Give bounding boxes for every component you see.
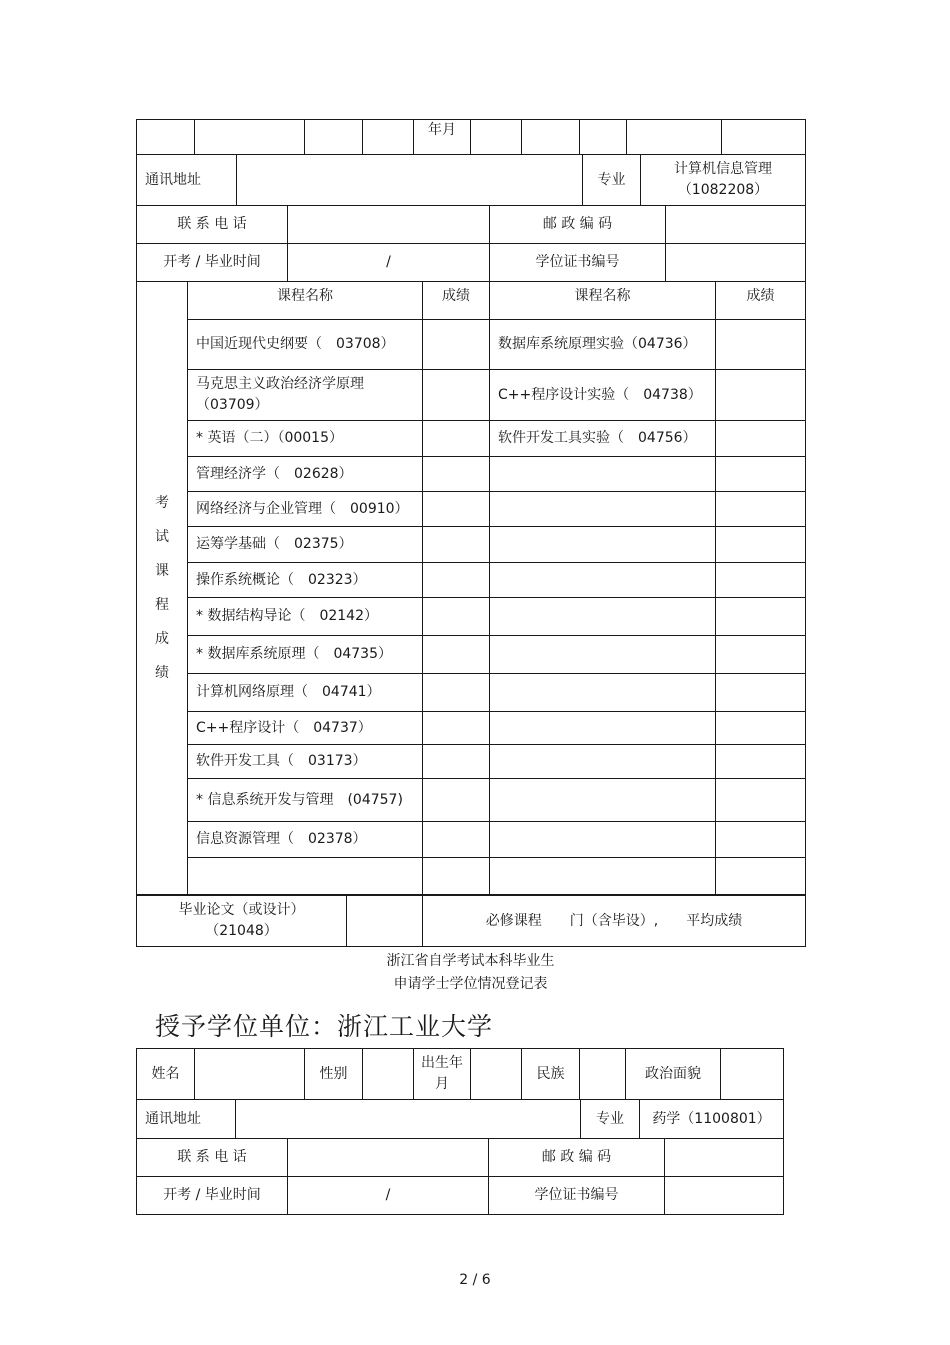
thesis-row [136,895,806,947]
score-field[interactable] [423,674,490,712]
score-field[interactable] [423,745,490,779]
score-field[interactable] [423,779,490,822]
score-field[interactable] [423,712,490,745]
degree-cert-label: 学位证书编号 [489,1177,665,1215]
course-grades-table [136,281,806,895]
section-char: 程 [155,597,169,613]
blank-cell[interactable] [490,745,716,779]
course-name: 信息资源管理（ 02378） [188,822,423,858]
degree-cert-field[interactable] [666,244,806,282]
blank-cell[interactable] [490,492,716,527]
score-field[interactable] [716,370,806,421]
score-field[interactable] [716,527,806,563]
degree-cert-field[interactable] [665,1177,784,1215]
exam-time-label: 开考 / 毕业时间 [137,1177,288,1215]
score-header: 成绩 [423,282,490,320]
blank-cell[interactable] [195,120,305,155]
personal-info-row [136,1048,784,1100]
blank-cell[interactable] [490,598,716,636]
blank-cell[interactable] [722,120,806,155]
score-field[interactable] [716,822,806,858]
course-name-header: 课程名称 [188,282,423,320]
major-value: 药学（1100801） [640,1100,784,1139]
thesis-score-field[interactable] [347,896,423,947]
score-field[interactable] [423,636,490,674]
birth-date-field[interactable] [471,1049,522,1100]
section-char: 试 [155,529,169,545]
section-char: 绩 [155,665,169,681]
score-field[interactable] [716,320,806,370]
blank-cell[interactable] [490,822,716,858]
course-name: 马克思主义政治经济学原理（03709） [188,370,423,421]
name-field[interactable] [195,1049,305,1100]
score-field[interactable] [716,492,806,527]
form-top-row [136,119,806,155]
degree-cert-label: 学位证书编号 [490,244,666,282]
blank-cell[interactable] [522,120,580,155]
section-char: 考 [155,495,169,511]
blank-cell[interactable] [627,120,722,155]
birth-date-label: 年月 [414,120,471,155]
thesis-label: 毕业论文（或设计）（21048） [137,896,347,947]
course-name: * 信息系统开发与管理 (04757) [188,779,423,822]
course-name: 网络经济与企业管理（ 00910） [188,492,423,527]
blank-cell[interactable] [490,858,716,895]
score-field[interactable] [423,457,490,492]
score-field[interactable] [716,712,806,745]
birth-date-label: 出生年月 [414,1049,471,1100]
score-field[interactable] [423,370,490,421]
section-char: 成 [155,631,169,647]
gender-field[interactable] [363,1049,414,1100]
score-field[interactable] [423,492,490,527]
phone-label: 联 系 电 话 [137,1139,288,1177]
name-label: 姓名 [137,1049,195,1100]
course-name: C++程序设计实验（ 04738） [490,370,716,421]
score-field[interactable] [423,858,490,895]
blank-cell[interactable] [580,120,627,155]
caption-line-1: 浙江省自学考试本科毕业生 [386,953,555,969]
course-name: 软件开发工具实验（ 04756） [490,421,716,457]
course-name-header: 课程名称 [490,282,716,320]
score-field[interactable] [423,320,490,370]
blank-cell[interactable] [137,120,195,155]
course-name: 软件开发工具（ 03173） [188,745,423,779]
course-name[interactable] [188,858,423,895]
score-field[interactable] [716,858,806,895]
summary-text: 必修课程 门（含毕设）, 平均成绩 [423,896,806,947]
course-name: 数据库系统原理实验（04736） [490,320,716,370]
exam-time-field[interactable]: / [288,1177,489,1215]
political-status-label: 政治面貌 [626,1049,721,1100]
postal-code-field[interactable] [665,1139,784,1177]
major-label: 专业 [583,155,641,206]
blank-cell[interactable] [490,457,716,492]
ethnicity-field[interactable] [580,1049,626,1100]
postal-code-label: 邮 政 编 码 [490,206,666,244]
address-row [136,154,806,206]
blank-cell[interactable] [471,120,522,155]
form-caption [136,950,805,996]
phone-field[interactable] [288,1139,489,1177]
address-field[interactable] [237,155,583,206]
course-name: * 数据结构导论（ 02142） [188,598,423,636]
gender-label: 性别 [305,1049,363,1100]
score-field[interactable] [716,421,806,457]
score-field[interactable] [716,598,806,636]
page-title: 授予学位单位：浙江工业大学 [155,1012,494,1041]
exam-time-field[interactable]: / [288,244,490,282]
blank-cell[interactable] [490,527,716,563]
address-field[interactable] [236,1100,581,1139]
score-field[interactable] [423,527,490,563]
score-field[interactable] [716,457,806,492]
ethnicity-label: 民族 [522,1049,580,1100]
course-name: 中国近现代史纲要（ 03708） [188,320,423,370]
contact-rows [136,205,806,282]
blank-cell[interactable] [490,563,716,598]
blank-cell[interactable] [363,120,414,155]
score-field[interactable] [423,421,490,457]
course-name: * 数据库系统原理（ 04735） [188,636,423,674]
page-number: 2 / 6 [459,1272,491,1288]
score-field[interactable] [716,745,806,779]
major-label: 专业 [581,1100,640,1139]
course-name: 运筹学基础（ 02375） [188,527,423,563]
address-label: 通讯地址 [137,1100,236,1139]
course-name: 计算机网络原理（ 04741） [188,674,423,712]
blank-cell[interactable] [305,120,363,155]
exam-time-label: 开考 / 毕业时间 [137,244,288,282]
score-field[interactable] [716,674,806,712]
blank-cell[interactable] [490,712,716,745]
course-name: 操作系统概论（ 02323） [188,563,423,598]
postal-code-label: 邮 政 编 码 [489,1139,665,1177]
blank-cell[interactable] [490,674,716,712]
score-field[interactable] [716,779,806,822]
blank-cell[interactable] [490,779,716,822]
contact-rows [136,1138,784,1215]
phone-label: 联 系 电 话 [137,206,288,244]
course-name: * 英语（二）（00015） [188,421,423,457]
score-field[interactable] [423,598,490,636]
score-field[interactable] [716,636,806,674]
political-status-field[interactable] [721,1049,784,1100]
section-char: 课 [155,563,169,579]
caption-line-2: 申请学士学位情况登记表 [393,976,548,992]
score-header: 成绩 [716,282,806,320]
postal-code-field[interactable] [666,206,806,244]
blank-cell[interactable] [490,636,716,674]
course-name: C++程序设计（ 04737） [188,712,423,745]
address-row [136,1099,784,1139]
exam-course-section-label [137,282,188,895]
address-label: 通讯地址 [137,155,237,206]
major-value: 计算机信息管理（1082208） [641,155,806,206]
course-name: 管理经济学（ 02628） [188,457,423,492]
score-field[interactable] [716,563,806,598]
score-field[interactable] [423,822,490,858]
score-field[interactable] [423,563,490,598]
phone-field[interactable] [288,206,490,244]
